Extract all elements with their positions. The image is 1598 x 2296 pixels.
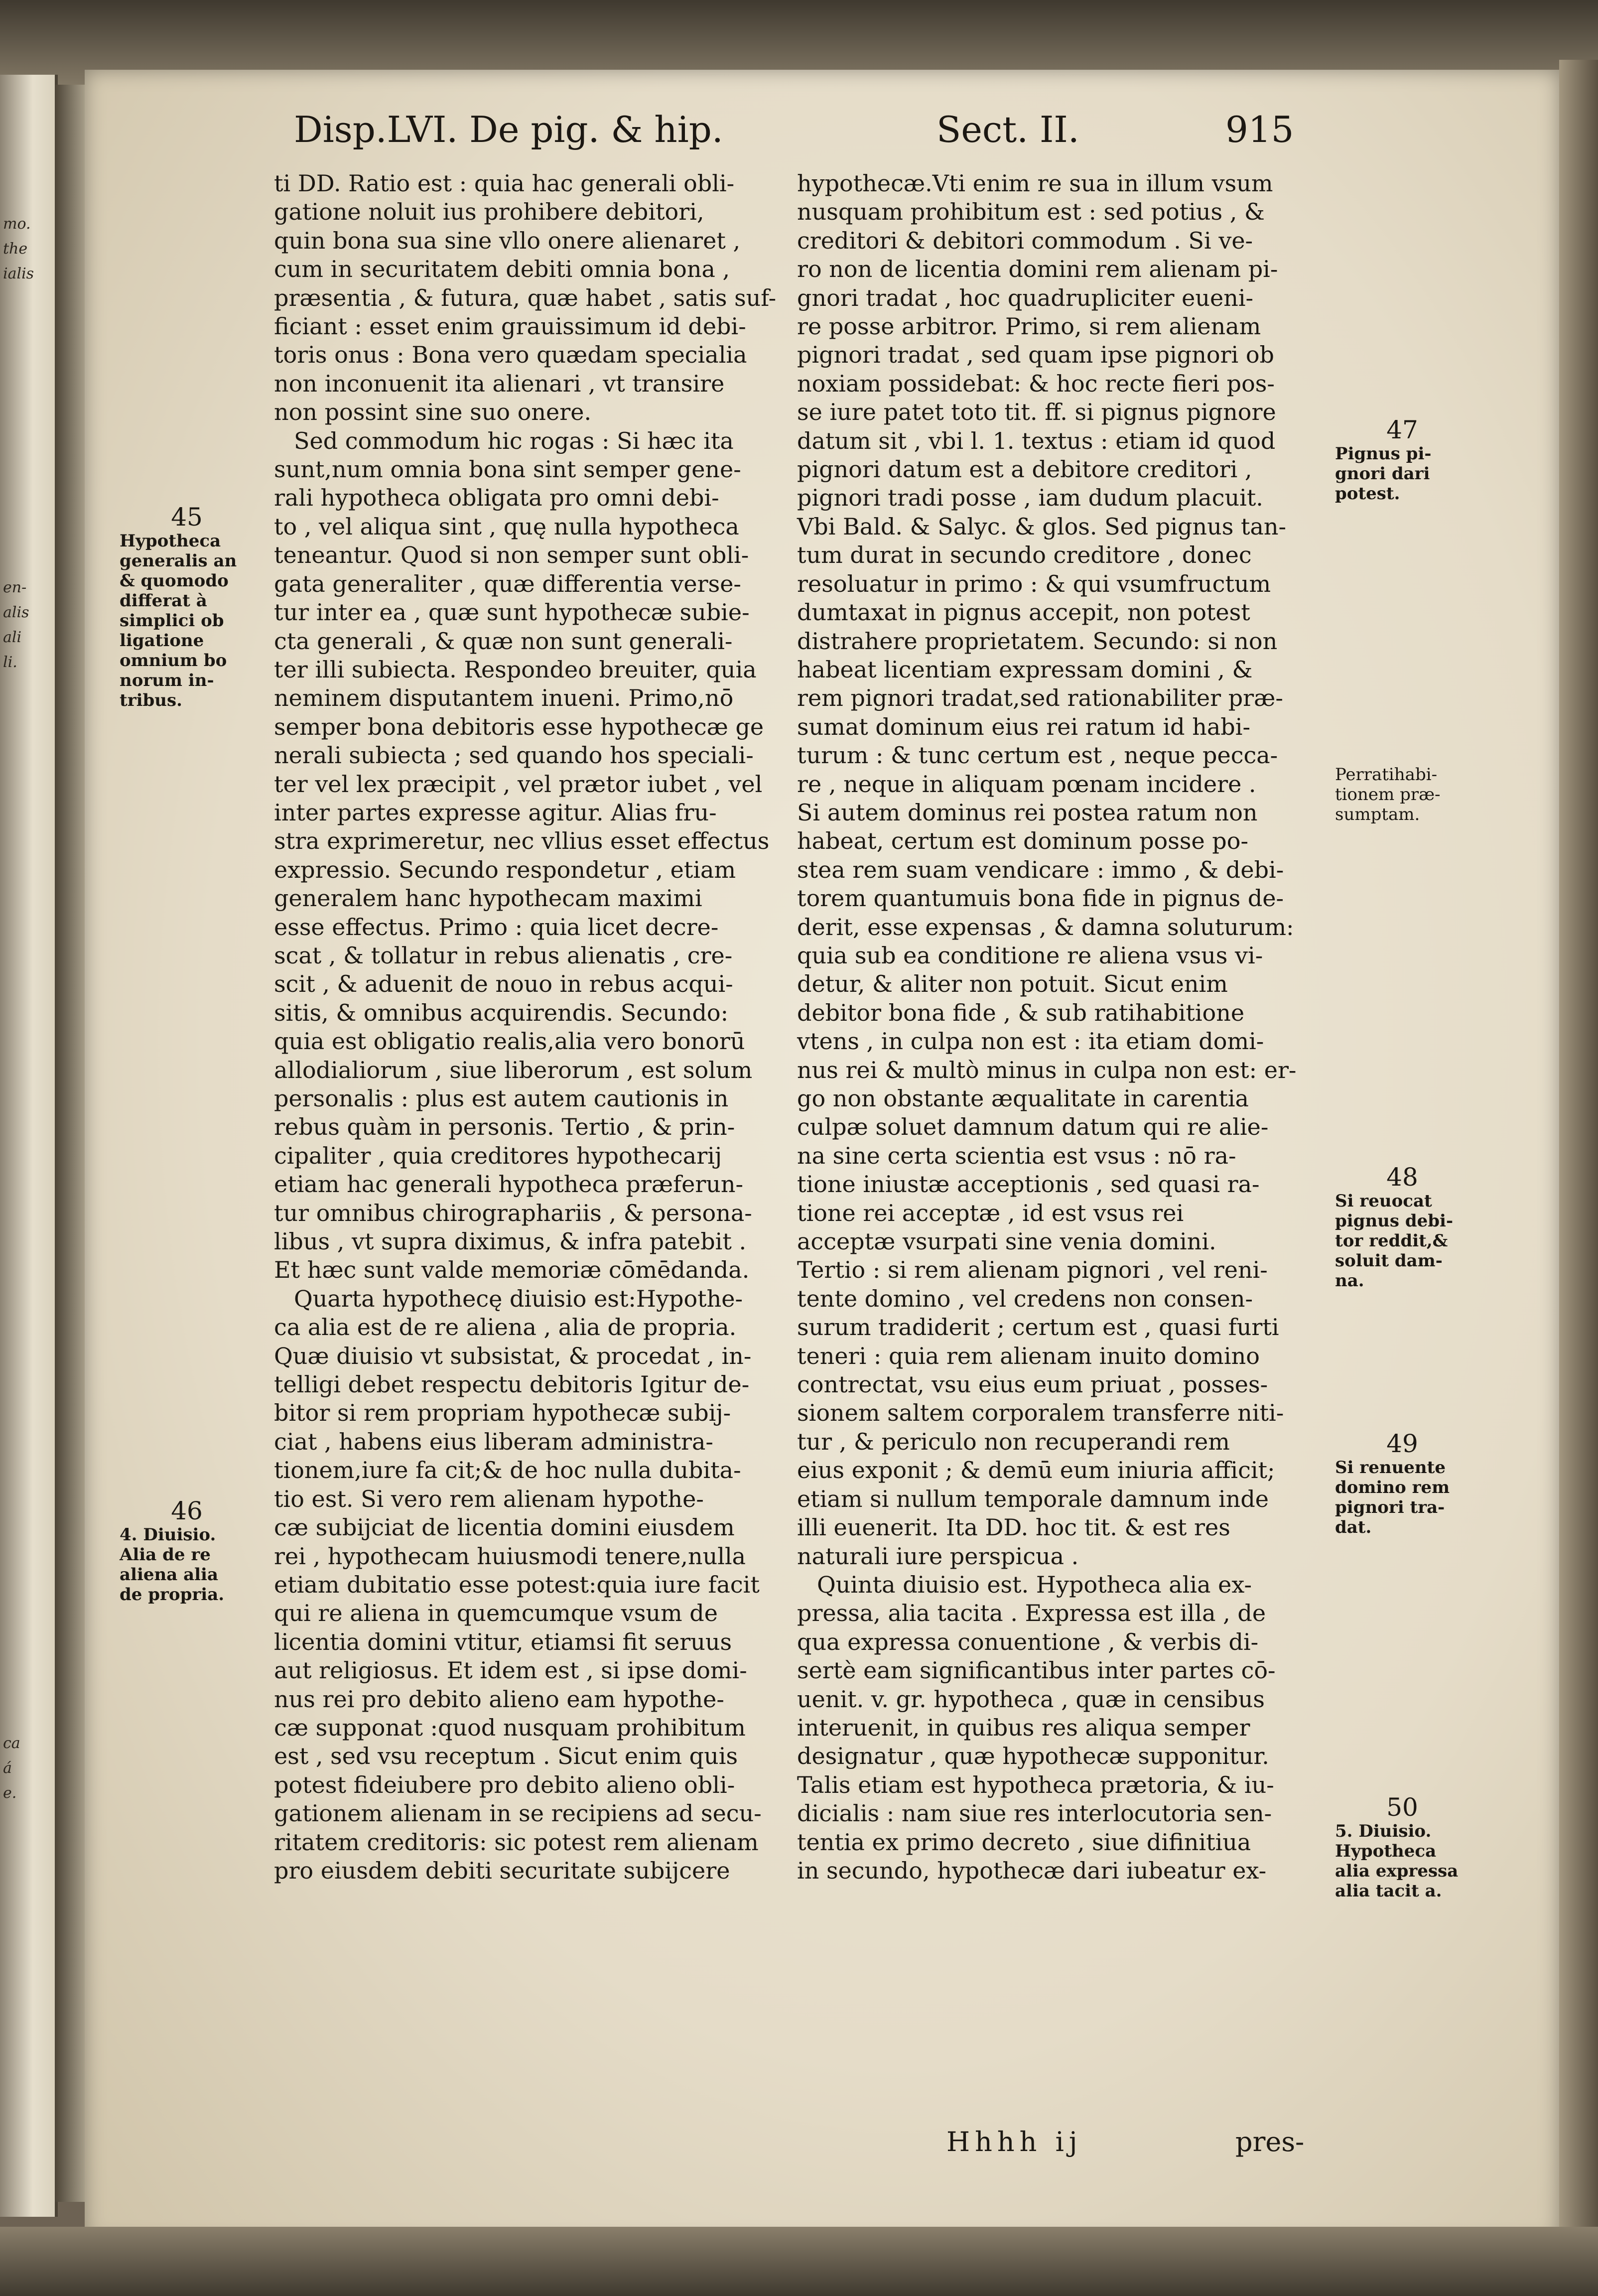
text-line: personalis : plus est autem cautionis in — [274, 1085, 729, 1112]
text-line: quia sub ea conditione re aliena vsus vi- — [797, 942, 1263, 969]
text-line: Et hæc sunt valde memoriæ cōmēdanda. — [274, 1256, 750, 1284]
text-line: tente domino , vel credens non consen- — [797, 1285, 1253, 1312]
running-head-title: Disp.LVI. De pig. & hip. — [294, 109, 723, 150]
text-line: eius exponit ; & demū eum iniuria afficit; — [797, 1457, 1275, 1484]
margin-note-line: Hypotheca — [120, 531, 221, 551]
margin-note-45 — [120, 503, 254, 710]
text-line: tur , & periculo non recuperandi rem — [797, 1428, 1230, 1455]
text-line: nus rei pro debito alieno eam hypothe- — [274, 1685, 724, 1713]
margin-note-line: Hypotheca — [1335, 1841, 1437, 1861]
margin-note-line: dat. — [1335, 1517, 1372, 1537]
text-line: noxiam possidebat: & hoc recte fieri pos- — [797, 370, 1275, 397]
text-line: etiam dubitatio esse potest:quia iure facit — [274, 1571, 760, 1598]
text-line: teneri : quia rem alienam inuito domino — [797, 1342, 1260, 1369]
text-line: se iure patet toto tit. ff. si pignus pignore — [797, 399, 1276, 426]
text-line: hypothecæ.Vti enim re sua in illum vsum — [797, 170, 1273, 197]
text-line: cæ supponat :quod nusquam prohibitum — [274, 1714, 746, 1741]
text-line: ca alia est de re aliena , alia de propria. — [274, 1314, 737, 1341]
text-line: nerali subiecta ; sed quando hos speciali- — [274, 742, 754, 769]
margin-note-line: Si reuocat — [1335, 1191, 1432, 1211]
margin-note-line: 5. Diuisio. — [1335, 1821, 1432, 1841]
margin-note-line: potest. — [1335, 484, 1400, 504]
facing-page-fragment: en- — [3, 579, 27, 596]
facing-page-fragment: ialis — [3, 265, 34, 282]
text-line: dumtaxat in pignus accepit, non potest — [797, 599, 1250, 626]
text-line: stea rem suam vendicare : immo , & debi- — [797, 856, 1284, 883]
catchword: pres- — [1235, 2126, 1305, 2158]
text-line: tentia ex primo decreto , siue difinitiua — [797, 1828, 1251, 1856]
text-line: bitor si rem propriam hypothecæ subij- — [274, 1399, 731, 1427]
text-line: turum : & tunc certum est , neque pecca- — [797, 742, 1278, 769]
text-line: tione iniustæ acceptionis , sed quasi ra- — [797, 1171, 1260, 1198]
facing-page-fragment: ali — [3, 629, 22, 646]
margin-note-line: alia expressa — [1335, 1861, 1459, 1881]
margin-note-49 — [1335, 1430, 1469, 1537]
facing-page-fragment: mo. — [3, 215, 31, 233]
text-line: ti DD. Ratio est : quia hac generali obli- — [274, 170, 735, 197]
facing-page-fragment: e. — [3, 1784, 17, 1802]
text-line: scit , & aduenit de nouo in rebus acqui- — [274, 970, 733, 998]
text-line: cta generali , & quæ non sunt generali- — [274, 627, 733, 655]
text-line: pro eiusdem debiti securitate subijcere — [274, 1857, 730, 1884]
text-line: etiam hac generali hypotheca præferun- — [274, 1171, 744, 1198]
text-line: est , sed vsu receptum . Sicut enim quis — [274, 1743, 738, 1770]
text-line: potest fideiubere pro debito alieno obli- — [274, 1771, 735, 1798]
text-line: Quinta diuisio est. Hypotheca alia ex- — [817, 1571, 1252, 1598]
text-line: na sine certa scientia est vsus : nō ra- — [797, 1142, 1236, 1169]
text-line: licentia domini vtitur, etiamsi fit seruus — [274, 1628, 732, 1655]
text-line: stra exprimeretur, nec vllius esset effectus — [274, 827, 770, 855]
text-line: teneantur. Quod si non semper sunt obli- — [274, 541, 749, 569]
text-line: naturali iure perspicua . — [797, 1542, 1079, 1570]
text-line: interuenit, in quibus res aliqua semper — [797, 1714, 1250, 1741]
text-line: qui re aliena in quemcumque vsum de — [274, 1600, 718, 1627]
text-line: cum in securitatem debiti omnia bona , — [274, 256, 730, 283]
margin-note-line: aliena alia — [120, 1565, 218, 1585]
text-line: habeat licentiam expressam domini , & — [797, 656, 1253, 683]
text-line: pignori datum est a debitore creditori , — [797, 456, 1252, 483]
text-line: Sed commodum hic rogas : Si hæc ita — [294, 427, 734, 454]
margin-note-line: alia tacit a. — [1335, 1881, 1442, 1901]
text-line: surum tradiderit ; certum est , quasi furti — [797, 1314, 1279, 1341]
margin-note-48 — [1335, 1163, 1469, 1291]
text-line: sionem saltem corporalem transferre niti- — [797, 1399, 1284, 1427]
text-line: tione rei acceptæ , id est vsus rei — [797, 1199, 1184, 1226]
margin-note-number: 45 — [171, 503, 203, 532]
page-number: 915 — [1225, 109, 1294, 150]
margin-note-line: tribus. — [120, 690, 183, 710]
text-line: rebus quàm in personis. Tertio , & prin- — [274, 1113, 735, 1141]
facing-page-fragment: alis — [3, 604, 29, 621]
text-column-right — [797, 169, 1310, 1885]
text-line: ritatem creditoris: sic potest rem alienam — [274, 1828, 759, 1856]
text-column-left — [274, 169, 787, 1885]
margin-note-line: soluit dam- — [1335, 1251, 1443, 1271]
text-line: tur omnibus chirographariis , & persona- — [274, 1199, 752, 1226]
margin-note-number: 50 — [1386, 1793, 1418, 1822]
text-line: detur, & aliter non potuit. Sicut enim — [797, 970, 1228, 998]
text-line: gationem alienam in se recipiens ad secu- — [274, 1800, 762, 1827]
text-line: designatur , quæ hypothecæ supponitur. — [797, 1743, 1269, 1770]
margin-note-line: pignus debi- — [1335, 1211, 1454, 1231]
text-line: sertè eam significantibus inter partes cō- — [797, 1657, 1276, 1684]
text-line: nusquam prohibitum est : sed potius , & — [797, 198, 1265, 226]
text-line: expressio. Secundo respondetur , etiam — [274, 856, 736, 883]
margin-note-line: Perratihabi- — [1335, 765, 1438, 785]
text-line: in secundo, hypothecæ dari iubeatur ex- — [797, 1857, 1267, 1884]
text-line: debitor bona fide , & sub ratihabitione — [797, 999, 1245, 1026]
text-line: semper bona debitoris esse hypothecæ ge — [274, 713, 764, 740]
text-line: derit, esse expensas , & damna soluturum: — [797, 913, 1294, 941]
facing-page-fragment: li. — [3, 654, 17, 671]
facing-page-fragment: ca — [3, 1735, 20, 1752]
text-line: inter partes expresse agitur. Alias fru- — [274, 799, 717, 826]
margin-note-line: 4. Diuisio. — [120, 1525, 216, 1545]
text-line: quia est obligatio realis,alia vero bonorū — [274, 1028, 745, 1055]
margin-note-line: differat à — [120, 591, 207, 611]
text-line: pignori tradi posse , iam dudum placuit. — [797, 484, 1263, 512]
facing-page-fragment: á — [3, 1759, 12, 1777]
signature-mark: Hhhh ij — [946, 2126, 1082, 2158]
text-line: resoluatur in primo : & qui vsumfructum — [797, 570, 1271, 597]
text-line: præsentia , & futura, quæ habet , satis suf- — [274, 284, 777, 311]
text-line: non possint sine suo onere. — [274, 399, 592, 426]
margin-note-line: ligatione — [120, 631, 204, 651]
text-line: rali hypotheca obligata pro omni debi- — [274, 484, 719, 512]
page-edge-right — [1559, 60, 1598, 2252]
margin-note-number: 47 — [1386, 415, 1418, 444]
text-line: vtens , in culpa non est : ita etiam domi- — [797, 1028, 1264, 1055]
text-line: esse effectus. Primo : quia licet decre- — [274, 913, 719, 941]
text-line: libus , vt supra diximus, & infra patebit . — [274, 1228, 747, 1255]
text-line: datum sit , vbi l. 1. textus : etiam id quod — [797, 427, 1276, 454]
text-line: habeat, certum est dominum posse po- — [797, 827, 1248, 855]
text-line: torem quantumuis bona fide in pignus de- — [797, 885, 1284, 912]
text-line: contrectat, vsu eius eum priuat , posses- — [797, 1371, 1268, 1398]
margin-note-number: 49 — [1386, 1429, 1418, 1458]
text-line: scat , & tollatur in rebus alienatis , cre- — [274, 942, 733, 969]
text-line: quin bona sua sine vllo onere alienaret , — [274, 227, 741, 254]
facing-page-edge — [0, 75, 58, 2217]
text-line: generalem hanc hypothecam maximi — [274, 885, 702, 912]
text-line: Vbi Bald. & Salyc. & glos. Sed pignus tan- — [797, 513, 1287, 540]
text-line: Talis etiam est hypotheca prætoria, & iu- — [797, 1771, 1274, 1798]
margin-note-line: pignori tra- — [1335, 1497, 1445, 1517]
text-line: gnori tradat , hoc quadrupliciter eueni- — [797, 284, 1254, 311]
text-line: cæ subijciat de licentia domini eiusdem — [274, 1514, 735, 1541]
margin-note-line: norum in- — [120, 671, 214, 690]
text-line: Quarta hypothecę diuisio est:Hypothe- — [294, 1285, 743, 1312]
margin-note-line: generalis an — [120, 551, 237, 571]
margin-note-line: gnori dari — [1335, 464, 1430, 484]
margin-note-line: de propria. — [120, 1585, 225, 1605]
text-line: sitis, & omnibus acquirendis. Secundo: — [274, 999, 729, 1026]
running-head-section: Sect. II. — [936, 109, 1079, 150]
margin-note-line: tor reddit,& — [1335, 1231, 1448, 1251]
book-binding-bottom — [0, 2227, 1598, 2296]
text-line: go non obstante æqualitate in carentia — [797, 1085, 1249, 1112]
text-line: pignori tradat , sed quam ipse pignori ob — [797, 341, 1275, 369]
margin-note-line: omnium bo — [120, 651, 227, 671]
margin-note-ratihabitio — [1335, 765, 1469, 824]
text-line: distrahere proprietatem. Secundo: si non — [797, 627, 1278, 655]
text-line: ter vel lex præcipit , vel prætor iubet , vel — [274, 770, 763, 798]
text-line: nus rei & multò minus in culpa non est: er- — [797, 1056, 1297, 1083]
text-line: re , neque in aliquam pœnam incidere . — [797, 770, 1256, 798]
margin-note-number: 48 — [1386, 1163, 1418, 1192]
margin-note-line: Pignus pi- — [1335, 444, 1432, 464]
text-line: telligi debet respectu debitoris Igitur de- — [274, 1371, 750, 1398]
margin-note-46 — [120, 1497, 254, 1605]
margin-note-line: simplici ob — [120, 611, 224, 631]
margin-note-line: & quomodo — [120, 571, 229, 591]
text-line: Si autem dominus rei postea ratum non — [797, 799, 1258, 826]
text-line: illi euenerit. Ita DD. hoc tit. & est res — [797, 1514, 1230, 1541]
text-line: etiam si nullum temporale damnum inde — [797, 1485, 1269, 1512]
text-line: rei , hypothecam huiusmodi tenere,nulla — [274, 1542, 746, 1570]
text-line: pressa, alia tacita . Expressa est illa , de — [797, 1600, 1266, 1627]
text-line: allodialiorum , siue liberorum , est solum — [274, 1056, 753, 1083]
text-line: qua expressa conuentione , & verbis di- — [797, 1628, 1259, 1655]
text-line: tionem,iure fa cit;& de hoc nulla dubita- — [274, 1457, 741, 1484]
text-line: to , vel aliqua sint , quę nulla hypotheca — [274, 513, 739, 540]
text-line: tum durat in secundo creditore , donec — [797, 541, 1252, 569]
text-line: culpæ soluet damnum datum qui re alie- — [797, 1113, 1269, 1141]
text-line: ficiant : esset enim grauissimum id debi- — [274, 313, 746, 340]
text-line: toris onus : Bona vero quædam specialia — [274, 341, 747, 369]
margin-note-50 — [1335, 1793, 1469, 1901]
text-line: Quæ diuisio vt subsistat, & procedat , in- — [274, 1342, 752, 1369]
margin-note-line: sumptam. — [1335, 805, 1420, 824]
margin-note-line: domino rem — [1335, 1478, 1450, 1497]
text-line: sumat dominum eius rei ratum id habi- — [797, 713, 1250, 740]
text-line: tio est. Si vero rem alienam hypothe- — [274, 1485, 704, 1512]
margin-note-number: 46 — [171, 1496, 203, 1525]
text-line: non inconuenit ita alienari , vt transire — [274, 370, 725, 397]
text-line: creditori & debitori commodum . Si ve- — [797, 227, 1253, 254]
text-line: aut religiosus. Et idem est , si ipse domi- — [274, 1657, 747, 1684]
text-line: rem pignori tradat,sed rationabiliter præ- — [797, 684, 1283, 712]
text-line: Tertio : si rem alienam pignori , vel reni- — [797, 1256, 1268, 1284]
text-line: re posse arbitror. Primo, si rem alienam — [797, 313, 1261, 340]
margin-note-line: Alia de re — [120, 1545, 211, 1565]
text-line: gata generaliter , quæ differentia verse- — [274, 570, 741, 597]
text-line: tur inter ea , quæ sunt hypothecæ subie- — [274, 599, 750, 626]
text-line: gatione noluit ius prohibere debitori, — [274, 198, 704, 226]
margin-note-line: tionem præ- — [1335, 785, 1441, 805]
margin-note-line: na. — [1335, 1271, 1364, 1291]
margin-note-47 — [1335, 416, 1469, 504]
text-line: sunt,num omnia bona sint semper gene- — [274, 456, 741, 483]
text-line: ter illi subiecta. Respondeo breuiter, quia — [274, 656, 757, 683]
text-line: cipaliter , quia creditores hypothecarij — [274, 1142, 722, 1169]
text-line: neminem disputantem inueni. Primo,nō — [274, 684, 734, 712]
text-line: acceptæ vsurpati sine venia domini. — [797, 1228, 1216, 1255]
text-line: dicialis : nam siue res interlocutoria sen- — [797, 1800, 1272, 1827]
text-line: ro non de licentia domini rem alienam pi- — [797, 256, 1278, 283]
facing-page-fragment: the — [3, 240, 28, 258]
margin-note-line: Si renuente — [1335, 1458, 1446, 1478]
text-line: ciat , habens eius liberam administra- — [274, 1428, 713, 1455]
text-line: uenit. v. gr. hypotheca , quæ in censibus — [797, 1685, 1265, 1713]
